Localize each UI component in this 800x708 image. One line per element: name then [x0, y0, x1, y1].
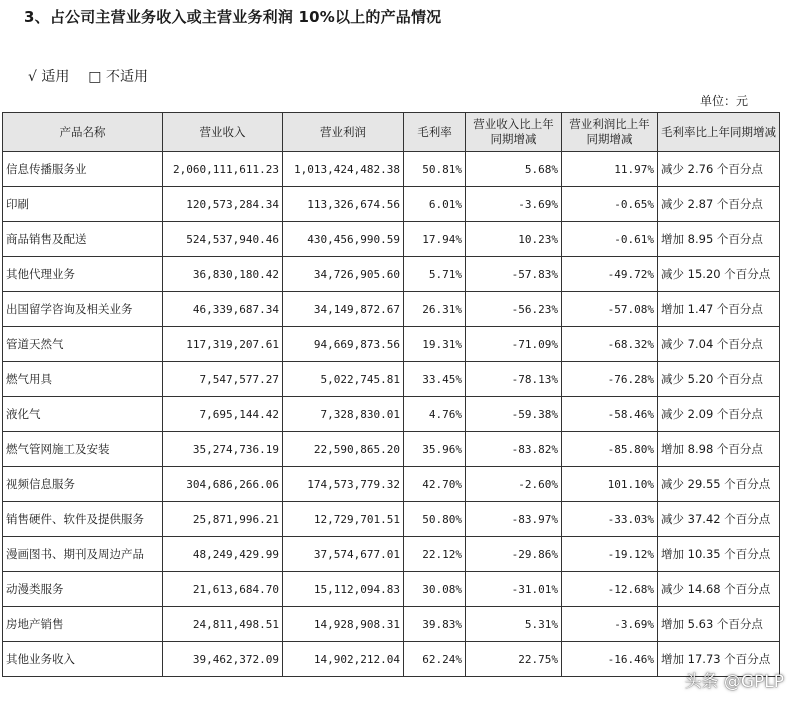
revenue-cell: 2,060,111,611.23: [163, 152, 283, 187]
table-row: [3, 537, 780, 572]
profit-cell: 14,928,908.31: [283, 607, 404, 642]
profit-change-cell: -33.03%: [562, 502, 658, 537]
table-row: [3, 327, 780, 362]
profit-change-cell: -19.12%: [562, 537, 658, 572]
revenue-change-cell: 5.68%: [466, 152, 562, 187]
table-row: [3, 397, 780, 432]
revenue-change-cell: -57.83%: [466, 257, 562, 292]
profit-cell: 5,022,745.81: [283, 362, 404, 397]
revenue-change-cell: -83.97%: [466, 502, 562, 537]
profit-cell: 7,328,830.01: [283, 397, 404, 432]
product-name-cell: 动漫类服务: [3, 572, 163, 607]
table-row: [3, 152, 780, 187]
revenue-cell: 25,871,996.21: [163, 502, 283, 537]
margin-change-cell: 减少 15.20 个百分点: [658, 257, 780, 292]
gross-margin-cell: 39.83%: [404, 607, 466, 642]
header-profit: 营业利润: [283, 113, 404, 152]
profit-change-cell: 101.10%: [562, 467, 658, 502]
header-profit-change: 营业利润比上年同期增减: [562, 113, 658, 152]
revenue-cell: 7,547,577.27: [163, 362, 283, 397]
table-row: [3, 222, 780, 257]
table-row: [3, 642, 780, 677]
product-name-cell: 燃气管网施工及安装: [3, 432, 163, 467]
checked-mark-icon: √: [28, 69, 37, 85]
header-gross-margin: 毛利率: [404, 113, 466, 152]
table-row: [3, 257, 780, 292]
profit-change-cell: -0.61%: [562, 222, 658, 257]
profit-cell: 430,456,990.59: [283, 222, 404, 257]
profit-cell: 94,669,873.56: [283, 327, 404, 362]
revenue-change-cell: -71.09%: [466, 327, 562, 362]
profit-cell: 37,574,677.01: [283, 537, 404, 572]
gross-margin-cell: 6.01%: [404, 187, 466, 222]
product-name-cell: 信息传播服务业: [3, 152, 163, 187]
profit-change-cell: -57.08%: [562, 292, 658, 327]
product-name-cell: 销售硬件、软件及提供服务: [3, 502, 163, 537]
margin-change-cell: 减少 14.68 个百分点: [658, 572, 780, 607]
product-name-cell: 出国留学咨询及相关业务: [3, 292, 163, 327]
revenue-change-cell: -29.86%: [466, 537, 562, 572]
profit-cell: 34,726,905.60: [283, 257, 404, 292]
header-revenue-change: 营业收入比上年同期增减: [466, 113, 562, 152]
gross-margin-cell: 17.94%: [404, 222, 466, 257]
profit-cell: 1,013,424,482.38: [283, 152, 404, 187]
revenue-cell: 36,830,180.42: [163, 257, 283, 292]
revenue-change-cell: 5.31%: [466, 607, 562, 642]
section-heading: 3、占公司主营业务收入或主营业务利润 10%以上的产品情况: [24, 8, 442, 26]
profit-cell: 34,149,872.67: [283, 292, 404, 327]
margin-change-cell: 增加 1.47 个百分点: [658, 292, 780, 327]
table-row: [3, 292, 780, 327]
margin-change-cell: 减少 37.42 个百分点: [658, 502, 780, 537]
revenue-change-cell: -3.69%: [466, 187, 562, 222]
revenue-cell: 7,695,144.42: [163, 397, 283, 432]
gross-margin-cell: 62.24%: [404, 642, 466, 677]
checkbox-empty-icon: □: [88, 69, 102, 85]
header-margin-change: 毛利率比上年同期增减: [658, 113, 780, 152]
product-name-cell: 房地产销售: [3, 607, 163, 642]
margin-change-cell: 减少 2.76 个百分点: [658, 152, 780, 187]
margin-change-cell: 增加 5.63 个百分点: [658, 607, 780, 642]
revenue-cell: 35,274,736.19: [163, 432, 283, 467]
profit-cell: 14,902,212.04: [283, 642, 404, 677]
profit-cell: 15,112,094.83: [283, 572, 404, 607]
gross-margin-cell: 30.08%: [404, 572, 466, 607]
product-name-cell: 漫画图书、期刊及周边产品: [3, 537, 163, 572]
table-row: [3, 467, 780, 502]
margin-change-cell: 减少 29.55 个百分点: [658, 467, 780, 502]
table-row: [3, 362, 780, 397]
revenue-cell: 46,339,687.34: [163, 292, 283, 327]
gross-margin-cell: 50.81%: [404, 152, 466, 187]
product-name-cell: 燃气用具: [3, 362, 163, 397]
revenue-cell: 48,249,429.99: [163, 537, 283, 572]
product-name-cell: 视频信息服务: [3, 467, 163, 502]
revenue-change-cell: -83.82%: [466, 432, 562, 467]
profit-change-cell: -85.80%: [562, 432, 658, 467]
product-name-cell: 管道天然气: [3, 327, 163, 362]
revenue-cell: 524,537,940.46: [163, 222, 283, 257]
header-product-name: 产品名称: [3, 113, 163, 152]
margin-change-cell: 减少 2.87 个百分点: [658, 187, 780, 222]
profit-change-cell: -3.69%: [562, 607, 658, 642]
revenue-change-cell: -56.23%: [466, 292, 562, 327]
profit-change-cell: -16.46%: [562, 642, 658, 677]
margin-change-cell: 减少 2.09 个百分点: [658, 397, 780, 432]
profit-change-cell: -12.68%: [562, 572, 658, 607]
revenue-cell: 24,811,498.51: [163, 607, 283, 642]
revenue-cell: 120,573,284.34: [163, 187, 283, 222]
revenue-change-cell: -31.01%: [466, 572, 562, 607]
revenue-cell: 117,319,207.61: [163, 327, 283, 362]
margin-change-cell: 增加 17.73 个百分点: [658, 642, 780, 677]
profit-change-cell: 11.97%: [562, 152, 658, 187]
profit-cell: 22,590,865.20: [283, 432, 404, 467]
revenue-change-cell: -78.13%: [466, 362, 562, 397]
table-row: [3, 432, 780, 467]
header-revenue: 营业收入: [163, 113, 283, 152]
table-header-row: [3, 113, 780, 152]
profit-change-cell: -49.72%: [562, 257, 658, 292]
table-row: [3, 572, 780, 607]
revenue-change-cell: -2.60%: [466, 467, 562, 502]
product-table: [2, 112, 780, 677]
profit-change-cell: -76.28%: [562, 362, 658, 397]
gross-margin-cell: 5.71%: [404, 257, 466, 292]
profit-cell: 12,729,701.51: [283, 502, 404, 537]
profit-change-cell: -58.46%: [562, 397, 658, 432]
margin-change-cell: 增加 8.98 个百分点: [658, 432, 780, 467]
gross-margin-cell: 4.76%: [404, 397, 466, 432]
gross-margin-cell: 22.12%: [404, 537, 466, 572]
margin-change-cell: 减少 7.04 个百分点: [658, 327, 780, 362]
profit-cell: 174,573,779.32: [283, 467, 404, 502]
table-row: [3, 607, 780, 642]
revenue-change-cell: 22.75%: [466, 642, 562, 677]
product-name-cell: 印刷: [3, 187, 163, 222]
gross-margin-cell: 35.96%: [404, 432, 466, 467]
revenue-cell: 39,462,372.09: [163, 642, 283, 677]
gross-margin-cell: 19.31%: [404, 327, 466, 362]
table-row: [3, 502, 780, 537]
profit-cell: 113,326,674.56: [283, 187, 404, 222]
profit-change-cell: -0.65%: [562, 187, 658, 222]
margin-change-cell: 增加 8.95 个百分点: [658, 222, 780, 257]
table-body: [3, 152, 780, 677]
product-name-cell: 液化气: [3, 397, 163, 432]
revenue-change-cell: -59.38%: [466, 397, 562, 432]
table-row: [3, 187, 780, 222]
applicable-label: 适用: [41, 69, 70, 85]
product-name-cell: 其他代理业务: [3, 257, 163, 292]
product-name-cell: 其他业务收入: [3, 642, 163, 677]
watermark-text: 头条 @GPLP: [684, 672, 784, 692]
gross-margin-cell: 33.45%: [404, 362, 466, 397]
margin-change-cell: 增加 10.35 个百分点: [658, 537, 780, 572]
unit-label: 单位：元: [699, 94, 748, 108]
applicability-line: [28, 66, 148, 86]
revenue-cell: 304,686,266.06: [163, 467, 283, 502]
revenue-cell: 21,613,684.70: [163, 572, 283, 607]
gross-margin-cell: 42.70%: [404, 467, 466, 502]
revenue-change-cell: 10.23%: [466, 222, 562, 257]
not-applicable-label: 不适用: [105, 69, 148, 85]
gross-margin-cell: 50.80%: [404, 502, 466, 537]
product-name-cell: 商品销售及配送: [3, 222, 163, 257]
margin-change-cell: 减少 5.20 个百分点: [658, 362, 780, 397]
profit-change-cell: -68.32%: [562, 327, 658, 362]
gross-margin-cell: 26.31%: [404, 292, 466, 327]
